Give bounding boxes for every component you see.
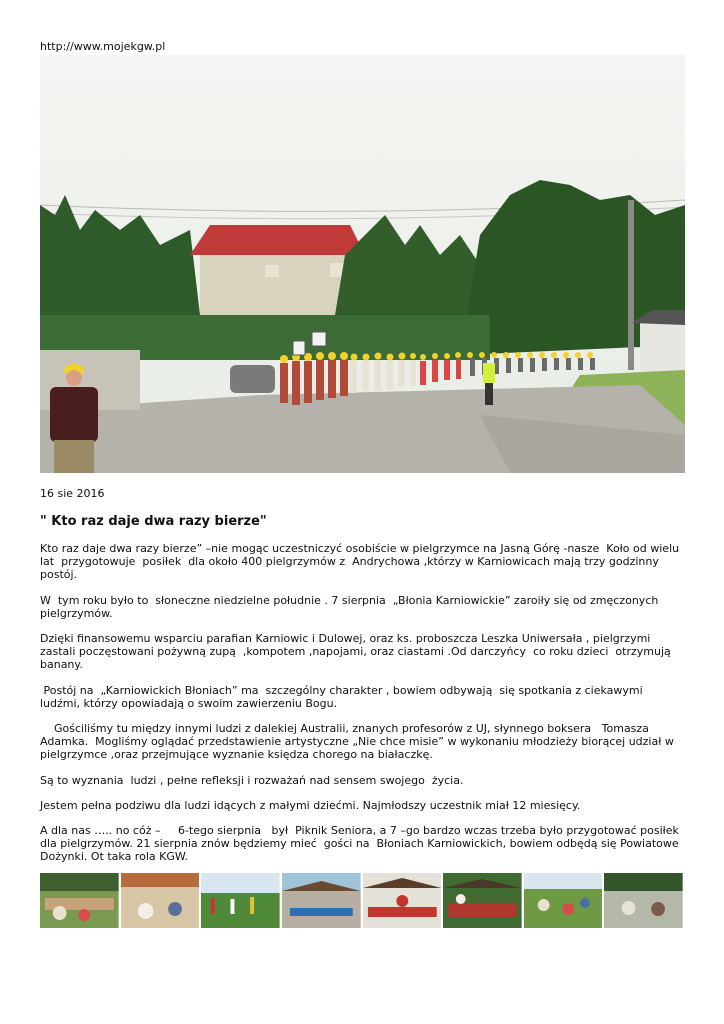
paragraph: Postój na „Karniowickich Błoniach” ma szczególny charakter , bowiem odbywają się spotkania z ciekawymi ludźmi, którzy opowiadają o swoim zawierzeniu Bogu. <box>40 683 647 710</box>
gallery-photo-4[interactable] <box>282 873 361 928</box>
gallery-photo-5[interactable] <box>363 873 442 928</box>
post-date: 16 sie 2016 <box>40 487 105 500</box>
pilgrimage-photo <box>40 55 685 473</box>
paragraph: Gościliśmy tu między innymi ludzi z dalekiej Australii, znanych profesorów z UJ, słynnego boksera Tomasza Adamka. Mogliśmy oglądać przedstawienie artystyczne „Nie chce misie” w wykonaniu młodzieży biorącej udział w pielgrzymce ,oraz przejmujące wyznanie księdza chorego na białaczkę. <box>40 722 681 762</box>
article-body <box>40 542 686 876</box>
gallery-photo-2[interactable] <box>121 873 200 928</box>
paragraph: W tym roku było to słoneczne niedzielne południe . 7 sierpnia „Błonia Karniowickie” zaroiły się od zmęczonych pielgrzymów. <box>40 593 662 620</box>
paragraph: Dzięki finansowemu wsparciu parafian Karniowic i Dulowej, oraz ks. proboszcza Leszka Uniwersała , pielgrzymi zastali poczęstowani pożywną zupą ,kompotem ,napojami, oraz ciastami .Od darczyńcy co roku dzieci otrzymują banany. <box>40 632 678 672</box>
gallery-photo-8[interactable] <box>604 873 683 928</box>
paragraph: A dla nas ….. no cóż – 6-tego sierpnia był Piknik Seniora, a 7 –go bardzo wczas trzeba było przygotować posiłek dla pielgrzymów. 21 sierpnia znów będziemy mieć gości na Błoniach Karniowickich, bowiem odbędą się Powiatowe Dożynki. Ot taka rola KGW. <box>40 824 683 864</box>
gallery-photo-1[interactable] <box>40 873 119 928</box>
site-url[interactable]: http://www.mojekgw.pl <box>40 40 166 53</box>
paragraph: Są to wyznania ludzi , pełne refleksji i rozważań nad sensem swojego życia. <box>40 773 464 787</box>
gallery-photo-7[interactable] <box>524 873 603 928</box>
gallery-photo-6[interactable] <box>443 873 522 928</box>
photo-gallery <box>40 873 683 928</box>
paragraph: Kto raz daje dwa razy bierze” –nie mogąc uczestniczyć osobiście w pielgrzymce na Jasną Górę -nasze Koło od wielu lat przygotowuje posiłek dla około 400 pielgrzymów z Andrychowa ,którzy w Karniowicach mają trzy godzinny postój. <box>40 542 683 582</box>
article-title: " Kto raz daje dwa razy bierze" <box>40 514 267 529</box>
paragraph: Jestem pełna podziwu dla ludzi idących z małymi dziećmi. Najmłodszy uczestnik miał 12 miesięcy. <box>40 798 581 812</box>
gallery-photo-3[interactable] <box>201 873 280 928</box>
